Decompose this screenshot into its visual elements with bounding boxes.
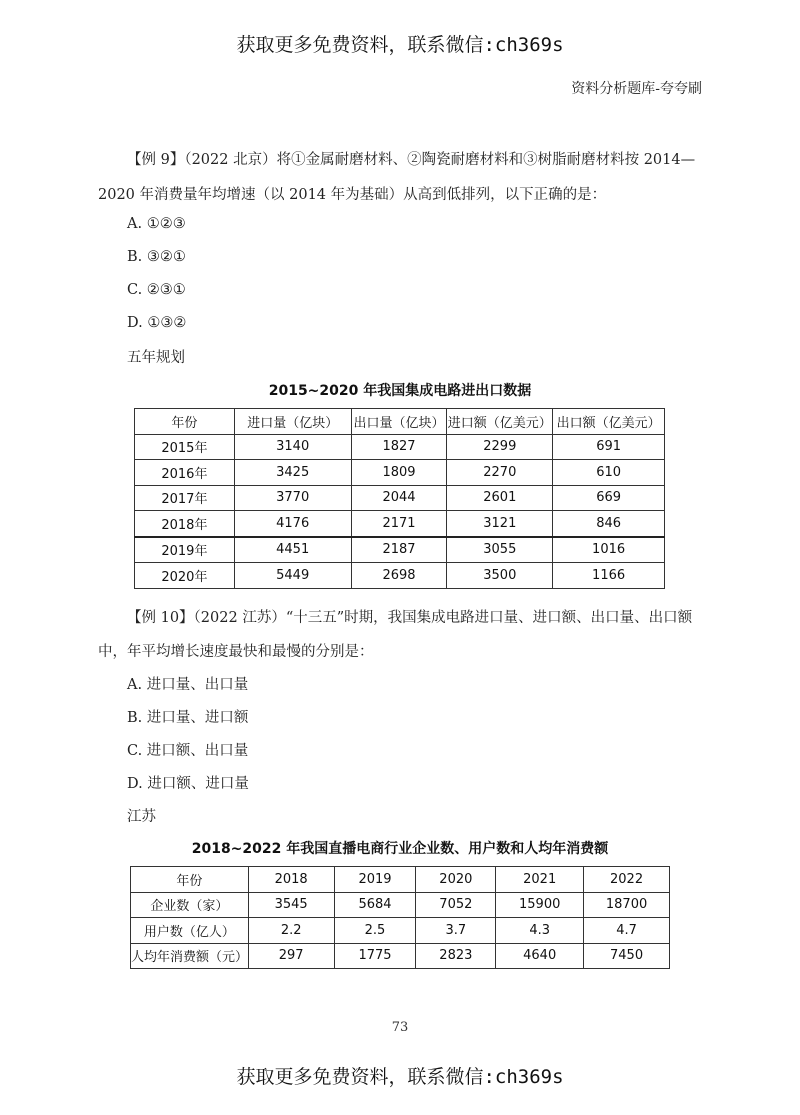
table-row (135, 460, 665, 486)
table-cell: 2601 (447, 485, 553, 511)
table2-header-cell: 年份 (131, 867, 249, 893)
table-cell: 2017年 (135, 485, 235, 511)
table-cell: 4.3 (496, 918, 584, 944)
table-cell: 2018年 (135, 511, 235, 537)
table-row (135, 434, 665, 460)
q9-stem-line1: 【例 9】（2022 北京）将①金属耐磨材料、②陶瓷耐磨材料和③树脂耐磨材料按 2014— (127, 152, 696, 168)
table-cell: 1016 (553, 537, 665, 563)
table-cell: 3770 (234, 485, 351, 511)
table-cell: 人均年消费额（元） (131, 943, 249, 969)
table-cell: 4.7 (584, 918, 670, 944)
table-cell: 2299 (447, 434, 553, 460)
table-cell: 3055 (447, 537, 553, 563)
table-cell: 18700 (584, 892, 670, 918)
table-cell: 2044 (351, 485, 447, 511)
q10-option-c: C. 进口额、出口量 (127, 743, 249, 759)
q10-stem-line2: 中，年平均增长速度最快和最慢的分别是： (98, 644, 374, 660)
table2-header-cell: 2020 (416, 867, 496, 893)
page-number: 73 (391, 1020, 409, 1035)
table1-title: 2015~2020 年我国集成电路进出口数据 (268, 383, 532, 399)
table-cell: 3140 (234, 434, 351, 460)
table1-header-row (135, 409, 665, 435)
promo-banner-top: 获取更多免费资料，联系微信:ch369s (236, 34, 564, 56)
table-cell: 用户数（亿人） (131, 918, 249, 944)
table-cell: 3425 (234, 460, 351, 486)
table-cell: 669 (553, 485, 665, 511)
table-row (135, 485, 665, 511)
q9-option-d: D. ①③② (127, 315, 187, 331)
q9-tag: 五年规划 (127, 350, 185, 366)
q10-option-d: D. 进口额、进口量 (127, 776, 249, 792)
table-cell: 846 (553, 511, 665, 537)
q9-option-c: C. ②③① (127, 282, 186, 298)
table-row (135, 511, 665, 537)
table-cell: 2.2 (248, 918, 334, 944)
table-cell: 3545 (248, 892, 334, 918)
table-row (131, 943, 670, 969)
q9-option-b: B. ③②① (127, 249, 186, 265)
table-cell: 2015年 (135, 434, 235, 460)
table1-header-cell: 进口额（亿美元） (447, 409, 553, 435)
table2-header-row (131, 867, 670, 893)
table-row (135, 563, 665, 589)
table1-header-cell: 进口量（亿块） (234, 409, 351, 435)
table1-header-cell: 出口量（亿块） (351, 409, 447, 435)
table-row (131, 918, 670, 944)
table2-title: 2018~2022 年我国直播电商行业企业数、用户数和人均年消费额 (191, 841, 609, 857)
table-cell: 3121 (447, 511, 553, 537)
table-cell: 7052 (416, 892, 496, 918)
table-cell: 2187 (351, 537, 447, 563)
table1-header-cell: 出口额（亿美元） (553, 409, 665, 435)
table-cell: 691 (553, 434, 665, 460)
table2-header-cell: 2019 (334, 867, 416, 893)
table-cell: 2270 (447, 460, 553, 486)
table-cell: 2020年 (135, 563, 235, 589)
table-row (135, 537, 665, 563)
q9-stem-line2: 2020 年消费量年均增速（以 2014 年为基础）从高到低排列，以下正确的是： (98, 187, 607, 203)
table-cell: 5684 (334, 892, 416, 918)
table-cell: 1775 (334, 943, 416, 969)
table2-header-cell: 2018 (248, 867, 334, 893)
table-cell: 2.5 (334, 918, 416, 944)
table-cell: 610 (553, 460, 665, 486)
q10-stem-line1: 【例 10】（2022 江苏）“十三五”时期，我国集成电路进口量、进口额、出口量、出口额 (127, 610, 693, 626)
table-cell: 1166 (553, 563, 665, 589)
table1 (134, 408, 665, 589)
table-cell: 7450 (584, 943, 670, 969)
table-cell: 1827 (351, 434, 447, 460)
table-cell: 15900 (496, 892, 584, 918)
table2-header-cell: 2022 (584, 867, 670, 893)
table-cell: 2823 (416, 943, 496, 969)
table-cell: 2171 (351, 511, 447, 537)
promo-banner-bottom: 获取更多免费资料，联系微信:ch369s (236, 1066, 564, 1088)
table-cell: 2016年 (135, 460, 235, 486)
running-header: 资料分析题库-夸夸刷 (571, 81, 702, 97)
table-cell: 5449 (234, 563, 351, 589)
table-cell: 3500 (447, 563, 553, 589)
table2 (130, 866, 670, 969)
table-cell: 4176 (234, 511, 351, 537)
table1-header-cell: 年份 (135, 409, 235, 435)
q10-option-b: B. 进口量、进口额 (127, 710, 249, 726)
table-cell: 2698 (351, 563, 447, 589)
q10-tag: 江苏 (127, 809, 156, 825)
table-cell: 4640 (496, 943, 584, 969)
table2-header-cell: 2021 (496, 867, 584, 893)
table-row (131, 892, 670, 918)
table-cell: 1809 (351, 460, 447, 486)
q10-option-a: A. 进口量、出口量 (127, 677, 249, 693)
table-cell: 2019年 (135, 537, 235, 563)
table-cell: 297 (248, 943, 334, 969)
table-cell: 3.7 (416, 918, 496, 944)
q9-option-a: A. ①②③ (127, 216, 186, 232)
table-cell: 企业数（家） (131, 892, 249, 918)
table-cell: 4451 (234, 537, 351, 563)
